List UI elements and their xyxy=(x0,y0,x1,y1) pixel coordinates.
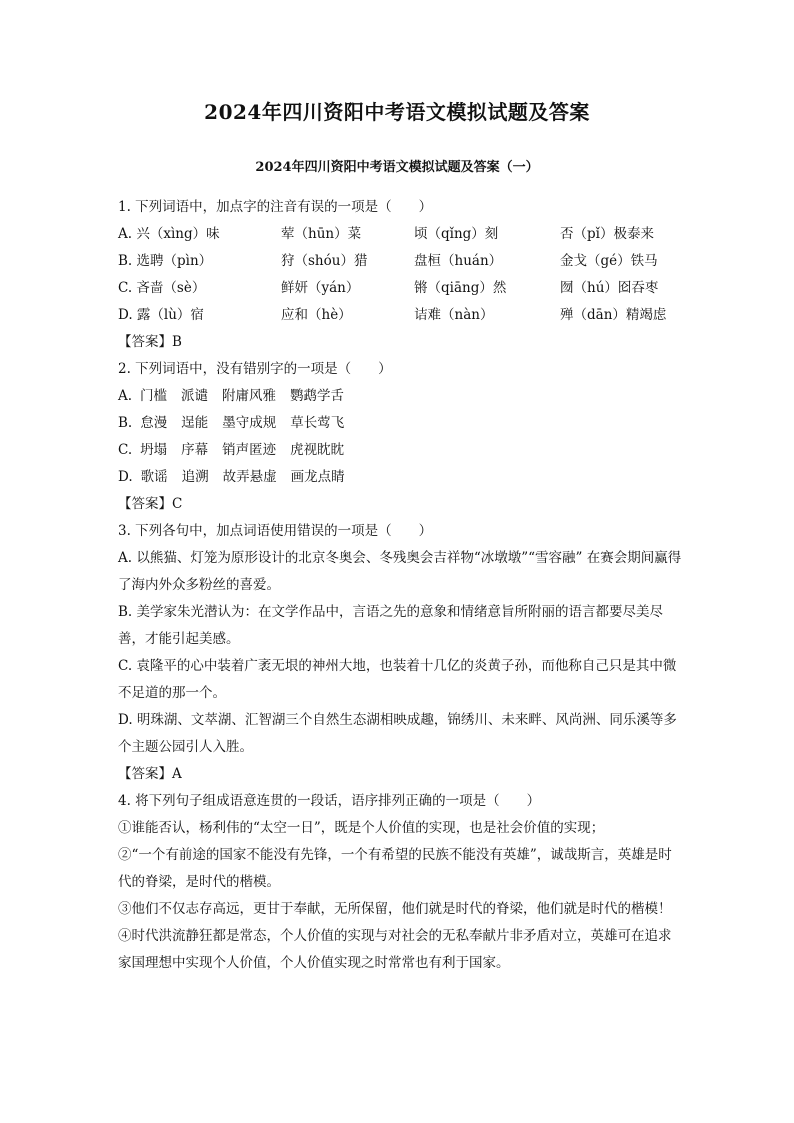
q4-sentence-2: ②“一个有前途的国家不能没有先锋，一个有希望的民族不能没有英雄”，诚哉斯言，英雄是时代的脊梁，是时代的楷模。 xyxy=(118,847,672,890)
q2-a-word-4: 鹦鹉学舌 xyxy=(290,388,345,404)
q1-c-1: C. 吝啬（sè） xyxy=(118,280,206,296)
q2-option-d xyxy=(118,464,683,491)
q3-option-c: C. 袁隆平的心中装着广袤无垠的神州大地，也装着十几亿的炎黄子孙，而他称自己只是其中微不足道的那一个。 xyxy=(118,658,677,701)
q2-c-word-3: 销声匿迹 xyxy=(222,442,277,458)
q2-c-word-4: 虎视眈眈 xyxy=(290,442,345,458)
q3-option-d: D. 明珠湖、文萃湖、汇智湖三个自然生态湖相映成趣，锦绣川、未来畔、风尚洲、同乐溪等多个主题公园引人入胜。 xyxy=(118,712,677,755)
q2-d-word-1: 歌谣 xyxy=(140,469,168,485)
q1-answer: 【答案】B xyxy=(118,334,182,350)
q1-b-1: B. 选聘（pìn） xyxy=(118,253,213,269)
q1-a-3: 顷（qǐng）刻 xyxy=(414,226,499,242)
q1-c-3: 锵（qiāng）然 xyxy=(414,280,507,296)
q3-option-b: B. 美学家朱光潜认为：在文学作品中，言语之先的意象和情绪意旨所附丽的语言都要尽美尽善，才能引起美感。 xyxy=(118,604,664,647)
q2-option-b xyxy=(118,410,683,437)
q2-d-prefix: D. xyxy=(118,469,133,485)
q1-d-3: 诘难（nàn） xyxy=(414,307,494,323)
q1-a-1: A. 兴（xìng）味 xyxy=(118,226,220,242)
q2-c-word-2: 序幕 xyxy=(181,442,209,458)
q2-option-c xyxy=(118,437,683,464)
q2-a-word-2: 派谴 xyxy=(181,388,209,404)
q2-b-word-4: 草长莺飞 xyxy=(290,415,345,431)
q2-stem: 2. 下列词语中，没有错别字的一项是（ ） xyxy=(118,361,392,377)
q2-c-prefix: C. xyxy=(118,442,133,458)
q2-b-word-1: 怠漫 xyxy=(140,415,168,431)
q1-d-1: D. 露（lù）宿 xyxy=(118,307,204,323)
q3-option-a: A. 以熊猫、灯笼为原形设计的北京冬奥会、冬残奥会吉祥物“冰墩墩”“雪容融” 在赛会期间赢得了海内外众多粉丝的喜爱。 xyxy=(118,550,682,593)
q1-d-2: 应和（hè） xyxy=(281,307,352,323)
q2-b-word-2: 逞能 xyxy=(181,415,209,431)
q1-a-4: 否（pǐ）极泰来 xyxy=(560,226,654,242)
q1-option-b xyxy=(118,248,683,275)
q4-sentence-3: ③他们不仅志存高远，更甘于奉献，无所保留，他们就是时代的脊梁，他们就是时代的楷模！ xyxy=(118,901,672,917)
q1-option-a xyxy=(118,221,683,248)
document-title: 2024年四川资阳中考语文模拟试题及答案 xyxy=(204,100,590,124)
q1-option-c xyxy=(118,275,683,302)
q4-sentence-1: ①谁能否认，杨利伟的“太空一日”，既是个人价值的实现，也是社会价值的实现； xyxy=(118,820,605,836)
q1-c-4: 囫（hú）囵吞枣 xyxy=(560,280,659,296)
document-body xyxy=(118,194,683,977)
q1-b-2: 狩（shóu）猎 xyxy=(281,253,368,269)
q1-b-4: 金戈（gé）铁马 xyxy=(560,253,658,269)
q2-a-word-1: 门槛 xyxy=(140,388,168,404)
q2-a-word-3: 附庸风雅 xyxy=(222,388,277,404)
q1-a-2: 荤（hūn）菜 xyxy=(281,226,362,242)
document-subtitle: 2024年四川资阳中考语文模拟试题及答案（一） xyxy=(255,160,539,175)
q2-b-prefix: B. xyxy=(118,415,133,431)
q4-sentence-4: ④时代洪流静狂都是常态，个人价值的实现与对社会的无私奉献片非矛盾对立，英雄可在追求家国理想中实现个人价值，个人价值实现之时常常也有利于国家。 xyxy=(118,928,672,971)
q1-option-d xyxy=(118,302,683,329)
q2-a-prefix: A. xyxy=(118,388,133,404)
q1-stem: 1. 下列词语中，加点字的注音有误的一项是（ ） xyxy=(118,199,433,215)
q1-d-4: 殚（dān）精竭虑 xyxy=(560,307,667,323)
q1-b-3: 盘桓（huán） xyxy=(414,253,503,269)
q3-answer: 【答案】A xyxy=(118,766,182,782)
q2-d-word-3: 故弄悬虚 xyxy=(222,469,277,485)
q3-stem: 3. 下列各句中，加点词语使用错误的一项是（ ） xyxy=(118,523,433,539)
q2-c-word-1: 坍塌 xyxy=(140,442,168,458)
q2-answer: 【答案】C xyxy=(118,496,183,512)
q2-d-word-4: 画龙点睛 xyxy=(290,469,345,485)
q4-stem: 4. 将下列句子组成语意连贯的一段话，语序排列正确的一项是（ ） xyxy=(118,793,541,809)
q2-option-a xyxy=(118,383,683,410)
q2-d-word-2: 追溯 xyxy=(181,469,209,485)
q1-c-2: 鲜妍（yán） xyxy=(281,280,360,296)
q2-b-word-3: 墨守成规 xyxy=(222,415,277,431)
